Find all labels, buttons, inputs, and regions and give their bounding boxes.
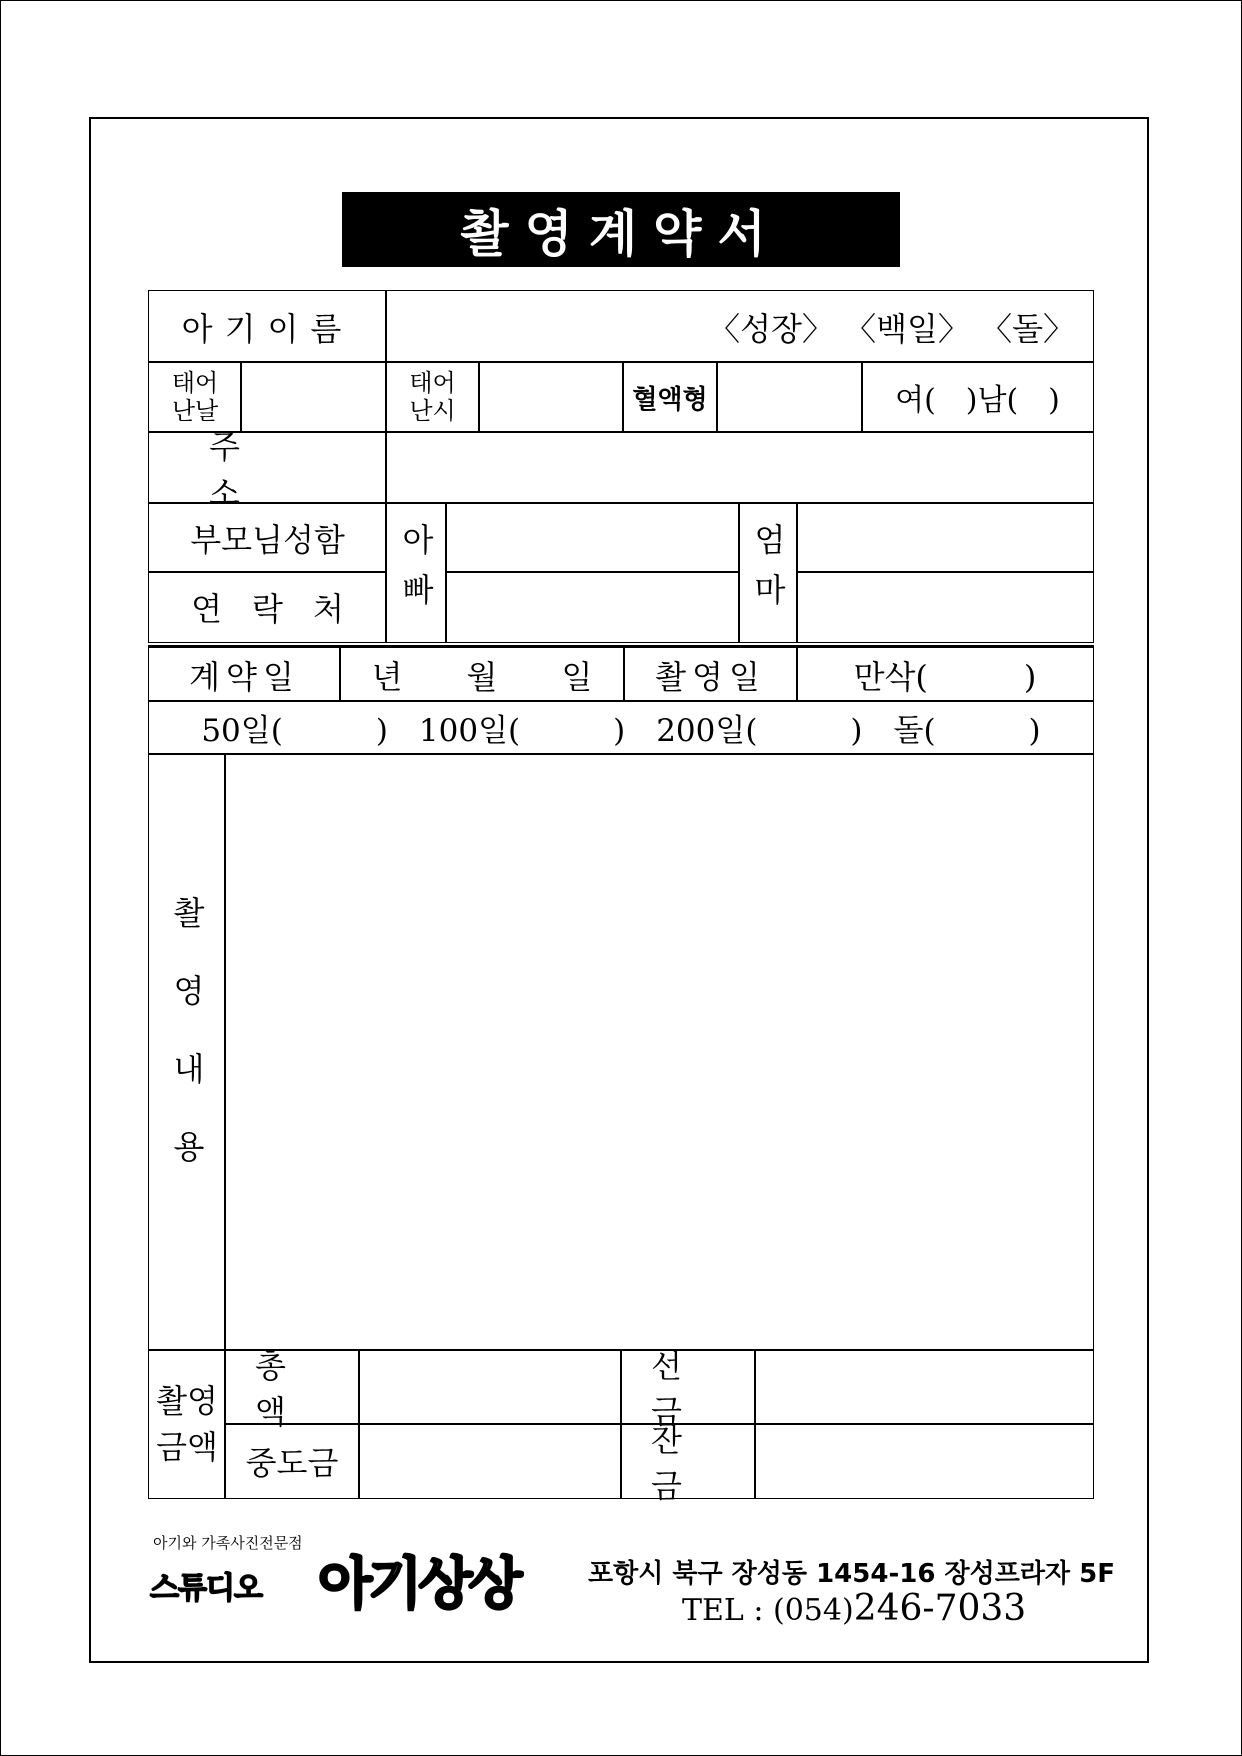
birth-date-label: 태어 난날 (148, 361, 242, 433)
blood-type-field[interactable] (716, 361, 863, 433)
middle-payment-field[interactable] (358, 1423, 622, 1499)
tel-label: TEL : (054) (682, 1593, 854, 1628)
shoot-types-row[interactable]: 50일( ) 100일( ) 200일( ) 돌( ) (148, 700, 1094, 755)
content-label: 촬영내용 (148, 753, 226, 1351)
birth-time-field[interactable] (478, 361, 624, 433)
form-title: 촬영계약서 (342, 192, 900, 267)
baby-name-label: 아기이름 (148, 290, 387, 363)
birth-time-label: 태어 난시 (385, 361, 480, 433)
baby-name-field[interactable] (385, 290, 1094, 363)
mom-name-field[interactable] (796, 502, 1094, 573)
brand-logo: 아기상상 (318, 1552, 519, 1617)
tel-number: 246-7033 (853, 1588, 1027, 1629)
shoot-date-label: 촬영일 (623, 647, 798, 702)
footer-address: 포항시 북구 장성동 1454-16 장성프라자 5F (588, 1559, 1115, 1589)
balance-label: 잔금 (620, 1423, 756, 1499)
parent-name-label: 부모님성함 (148, 502, 387, 573)
total-label: 총액 (224, 1349, 360, 1425)
blood-type-label: 혈액형 (622, 361, 718, 433)
dad-contact-field[interactable] (445, 571, 740, 643)
dad-label: 아빠 (385, 502, 447, 643)
gender-field[interactable]: 여( )남( ) (861, 361, 1094, 433)
address-field[interactable] (385, 431, 1094, 504)
contact-label: 연락처 (148, 571, 387, 643)
content-field[interactable] (224, 753, 1094, 1351)
shoot-type-options: 〈성장〉 〈백일〉 〈돌〉 (708, 309, 1075, 348)
footer-tel (682, 1588, 1026, 1629)
balance-field[interactable] (754, 1423, 1094, 1499)
maternity-field[interactable]: 만삭( ) (796, 647, 1094, 702)
deposit-field[interactable] (754, 1349, 1094, 1425)
payment-label: 촬영금액 (148, 1349, 226, 1499)
dad-name-field[interactable] (445, 502, 740, 573)
mom-contact-field[interactable] (796, 571, 1094, 643)
footer-tagline: 아기와 가족사진전문점 (153, 1534, 303, 1552)
mom-label: 엄마 (738, 502, 798, 643)
deposit-label: 선금 (620, 1349, 756, 1425)
studio-logo-text: 스튜디오 (150, 1571, 262, 1606)
contract-date-field[interactable]: 년 월 일 (339, 647, 625, 702)
middle-payment-label: 중도금 (224, 1423, 360, 1499)
address-label: 주소 (148, 431, 387, 504)
total-field[interactable] (358, 1349, 622, 1425)
contract-date-label: 계약일 (148, 647, 341, 702)
